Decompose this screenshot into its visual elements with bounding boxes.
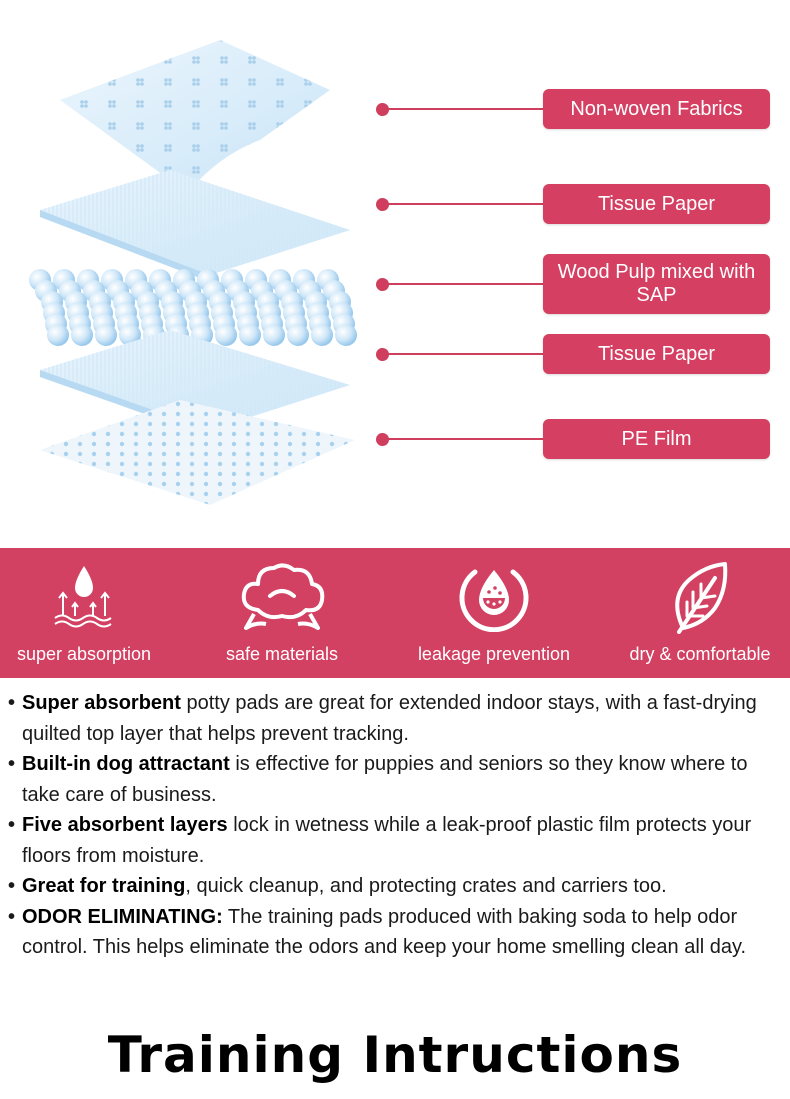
- bullet-text: lock in wetness while a leak-proof plastic film protects your floors from moisture.: [22, 814, 752, 867]
- bullet-item: [8, 688, 783, 749]
- layer-label: Non-woven Fabrics: [543, 89, 770, 129]
- feature-leakage-prevention: [396, 548, 592, 678]
- pad-layers-diagram: [0, 0, 790, 548]
- sap-granule: [71, 324, 93, 346]
- layer-callout-wood-pulp: [376, 254, 770, 314]
- layer-label: PE Film: [543, 419, 770, 459]
- wood-pulp-sap-graphic: [29, 269, 357, 346]
- bullet-dot: •: [8, 875, 16, 897]
- layer-label: Wood Pulp mixed with SAP: [543, 254, 770, 314]
- layer-label: Tissue Paper: [543, 184, 770, 224]
- callout-line: [384, 203, 544, 205]
- bullet-item: [8, 810, 783, 871]
- callout-line: [384, 108, 544, 110]
- shield-drop-icon: [457, 558, 531, 632]
- bullet-text: The training pads produced with baking soda to help odor control. This helps eliminate the odors and keep your home smelling clean all day.: [22, 905, 747, 958]
- feature-label: super absorption: [16, 644, 152, 664]
- sap-granule: [239, 324, 261, 346]
- sap-granule: [215, 324, 237, 346]
- bullet-text: , quick cleanup, and protecting crates and carriers too.: [185, 875, 667, 897]
- tissue-layer-1-graphic: [40, 170, 350, 282]
- bullet-bold: Built-in dog attractant: [22, 753, 230, 775]
- sap-granule: [311, 324, 333, 346]
- feature-label: dry & comfortable: [629, 644, 771, 664]
- bullet-item: [8, 749, 783, 810]
- feature-bullet-list: [8, 688, 783, 963]
- bullet-item: [8, 902, 783, 963]
- feature-label: safe materials: [225, 644, 339, 664]
- non-woven-layer-graphic: [60, 40, 330, 190]
- sap-granule: [47, 324, 69, 346]
- bullet-text: potty pads are great for extended indoor stays, with a fast-drying quilted top layer that helps prevent tracking.: [22, 692, 757, 745]
- bullet-dot: •: [8, 692, 16, 714]
- feature-super-absorption: [0, 548, 168, 678]
- layer-callout-non-woven: [376, 89, 770, 129]
- pad-layer-illustration: [20, 30, 365, 510]
- bullet-text: is effective for puppies and seniors so they know where to take care of business.: [22, 753, 748, 806]
- feature-safe-materials: [198, 548, 366, 678]
- sap-granule: [335, 324, 357, 346]
- feature-band: [0, 548, 790, 678]
- callout-line: [384, 438, 544, 440]
- layer-label: Tissue Paper: [543, 334, 770, 374]
- bullet-bold: Super absorbent: [22, 692, 181, 714]
- cotton-icon: [236, 558, 328, 638]
- feature-label: leakage prevention: [417, 644, 571, 664]
- sap-granule: [95, 324, 117, 346]
- bullet-bold: Five absorbent layers: [22, 814, 228, 836]
- bullet-dot: •: [8, 905, 16, 928]
- water-drop-absorption-icon: [49, 558, 119, 628]
- pe-film-graphic: [40, 400, 355, 505]
- training-instructions-heading: Training Intructions: [107, 1026, 683, 1084]
- layer-callout-pe-film: [376, 419, 770, 459]
- leaf-icon: [665, 558, 735, 634]
- callout-line: [384, 283, 544, 285]
- bullet-bold: ODOR ELIMINATING:: [22, 905, 223, 928]
- bullet-dot: •: [8, 814, 16, 836]
- layer-callout-tissue-top: [376, 184, 770, 224]
- bullet-dot: •: [8, 753, 16, 775]
- feature-dry-comfortable: [610, 548, 790, 678]
- bullet-bold: Great for training: [22, 875, 186, 897]
- sap-granule: [287, 324, 309, 346]
- sap-granule: [263, 324, 285, 346]
- layer-callout-tissue-bottom: [376, 334, 770, 374]
- callout-line: [384, 353, 544, 355]
- bullet-item: [8, 871, 783, 902]
